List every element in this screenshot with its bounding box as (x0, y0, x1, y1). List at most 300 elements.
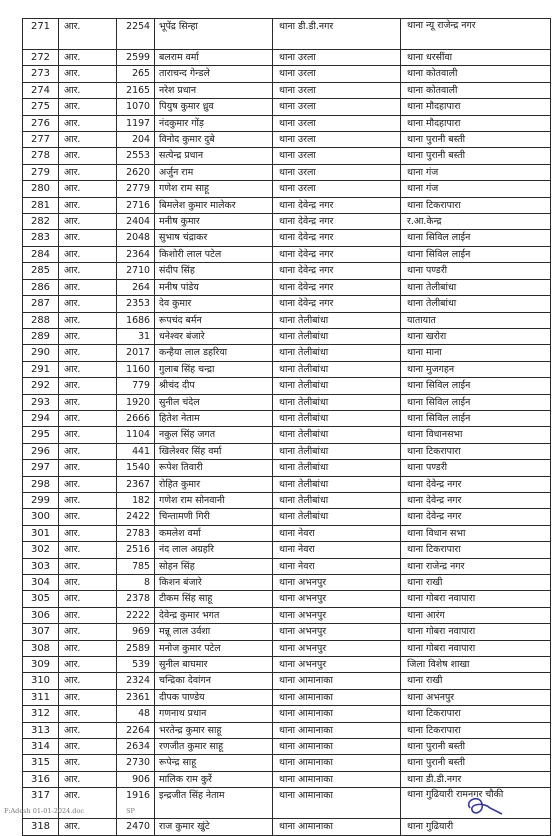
from-station-cell: थाना अभनपुर (273, 657, 401, 673)
signature (450, 790, 510, 820)
serial-number-cell: 287 (23, 296, 59, 312)
serial-number-cell: 310 (23, 673, 59, 689)
number-cell: 2470 (117, 819, 155, 835)
number-cell: 906 (117, 771, 155, 787)
rank-cell: आर. (59, 542, 117, 558)
table-row (23, 607, 551, 623)
name-cell: किशोरी लाल पटेल (155, 246, 273, 262)
name-cell: रूपेन्द्र साहू (155, 755, 273, 771)
rank-cell: आर. (59, 771, 117, 787)
rank-cell: आर. (59, 476, 117, 492)
to-station-cell: थाना पुरानी बस्ती (401, 132, 551, 148)
serial-number-cell: 272 (23, 50, 59, 66)
number-cell: 2048 (117, 230, 155, 246)
name-cell: नंद लाल अग्रहरि (155, 542, 273, 558)
table-row (23, 739, 551, 755)
number-cell: 1916 (117, 788, 155, 819)
to-station-cell: थाना कोतवाली (401, 82, 551, 98)
table-row (23, 640, 551, 656)
rank-cell: आर. (59, 50, 117, 66)
table-row (23, 673, 551, 689)
name-cell: खिलेश्वर सिंह वर्मा (155, 443, 273, 459)
to-station-cell: थाना पुरानी बस्ती (401, 739, 551, 755)
to-station-cell: थाना सिविल लाईन (401, 394, 551, 410)
serial-number-cell: 318 (23, 819, 59, 835)
name-cell: चन्द्रिका देवांगन (155, 673, 273, 689)
serial-number-cell: 313 (23, 722, 59, 738)
serial-number-cell: 278 (23, 148, 59, 164)
to-station-cell: थाना मौदहापारा (401, 99, 551, 115)
from-station-cell: थाना तेलीबांधा (273, 328, 401, 344)
serial-number-cell: 274 (23, 82, 59, 98)
to-station-cell: थाना टिकरापारा (401, 542, 551, 558)
name-cell: टीकम सिंह साहू (155, 591, 273, 607)
name-cell: धनेश्वर बंजारे (155, 328, 273, 344)
name-cell: कन्हैया लाल डहरिया (155, 345, 273, 361)
from-station-cell: थाना आमानाका (273, 722, 401, 738)
rank-cell: आर. (59, 558, 117, 574)
to-station-cell: थाना गंज (401, 181, 551, 197)
table-row (23, 722, 551, 738)
rank-cell: आर. (59, 689, 117, 705)
serial-number-cell: 305 (23, 591, 59, 607)
name-cell: बिमलेश कुमार मालेकर (155, 197, 273, 213)
table-row (23, 214, 551, 230)
to-station-cell: थाना गोबरा नवापारा (401, 624, 551, 640)
number-cell: 2364 (117, 246, 155, 262)
to-station-cell: थाना माना (401, 345, 551, 361)
from-station-cell: थाना उरला (273, 66, 401, 82)
from-station-cell: थाना उरला (273, 82, 401, 98)
table-row (23, 230, 551, 246)
to-station-cell: थाना देवेन्द्र नगर (401, 476, 551, 492)
name-cell: रोहित कुमार (155, 476, 273, 492)
serial-number-cell: 292 (23, 378, 59, 394)
serial-number-cell: 288 (23, 312, 59, 328)
serial-number-cell: 304 (23, 575, 59, 591)
number-cell: 2324 (117, 673, 155, 689)
number-cell: 2779 (117, 181, 155, 197)
to-station-cell: थाना सिविल लाईन (401, 246, 551, 262)
rank-cell: आर. (59, 279, 117, 295)
serial-number-cell: 299 (23, 492, 59, 508)
table-row (23, 115, 551, 131)
table-row (23, 82, 551, 98)
rank-cell: आर. (59, 394, 117, 410)
table-row (23, 410, 551, 426)
number-cell: 2361 (117, 689, 155, 705)
number-cell: 1160 (117, 361, 155, 377)
from-station-cell: थाना आमानाका (273, 819, 401, 835)
to-station-cell: थाना टिकरापारा (401, 706, 551, 722)
table-row (23, 296, 551, 312)
from-station-cell: थाना उरला (273, 50, 401, 66)
rank-cell: आर. (59, 657, 117, 673)
rank-cell: आर. (59, 819, 117, 835)
to-station-cell: थाना पण्डरी (401, 263, 551, 279)
name-cell: रूपेश तिवारी (155, 460, 273, 476)
from-station-cell: थाना तेलीबांधा (273, 345, 401, 361)
number-cell: 969 (117, 624, 155, 640)
rank-cell: आर. (59, 739, 117, 755)
table-row (23, 657, 551, 673)
to-station-cell: थाना कोतवाली (401, 66, 551, 82)
number-cell: 441 (117, 443, 155, 459)
from-station-cell: थाना नेवरा (273, 525, 401, 541)
rank-cell: आर. (59, 66, 117, 82)
table-row (23, 591, 551, 607)
rank-cell: आर. (59, 263, 117, 279)
serial-number-cell: 296 (23, 443, 59, 459)
number-cell: 2017 (117, 345, 155, 361)
table-row (23, 164, 551, 180)
to-station-cell: थाना अभनपुर (401, 689, 551, 705)
number-cell: 2367 (117, 476, 155, 492)
to-station-cell: थाना विधानसभा (401, 427, 551, 443)
from-station-cell: थाना तेलीबांधा (273, 492, 401, 508)
serial-number-cell: 283 (23, 230, 59, 246)
table-row (23, 443, 551, 459)
table-row (23, 624, 551, 640)
rank-cell: आर. (59, 427, 117, 443)
to-station-cell: थाना पुरानी बस्ती (401, 755, 551, 771)
table-row (23, 312, 551, 328)
table-row (23, 460, 551, 476)
serial-number-cell: 307 (23, 624, 59, 640)
number-cell: 48 (117, 706, 155, 722)
table-row (23, 279, 551, 295)
from-station-cell: थाना डी.डी.नगर (273, 19, 401, 50)
rank-cell: आर. (59, 181, 117, 197)
from-station-cell: थाना तेलीबांधा (273, 394, 401, 410)
number-cell: 31 (117, 328, 155, 344)
serial-number-cell: 281 (23, 197, 59, 213)
from-station-cell: थाना उरला (273, 164, 401, 180)
name-cell: सुनील चंदेल (155, 394, 273, 410)
from-station-cell: थाना देवेन्द्र नगर (273, 246, 401, 262)
table-row (23, 575, 551, 591)
from-station-cell: थाना तेलीबांधा (273, 509, 401, 525)
to-station-cell: थाना गोबरा नवापारा (401, 640, 551, 656)
rank-cell: आर. (59, 410, 117, 426)
from-station-cell: थाना अभनपुर (273, 640, 401, 656)
to-station-cell: थाना मुजगहन (401, 361, 551, 377)
rank-cell: आर. (59, 607, 117, 623)
to-station-cell: थाना गंज (401, 164, 551, 180)
from-station-cell: थाना देवेन्द्र नगर (273, 197, 401, 213)
page-footer (4, 807, 175, 815)
to-station-cell: थाना धरसींवा (401, 50, 551, 66)
number-cell: 2730 (117, 755, 155, 771)
table-row (23, 132, 551, 148)
from-station-cell: थाना तेलीबांधा (273, 443, 401, 459)
serial-number-cell: 312 (23, 706, 59, 722)
from-station-cell: थाना अभनपुर (273, 607, 401, 623)
number-cell: 204 (117, 132, 155, 148)
rank-cell: आर. (59, 525, 117, 541)
number-cell: 265 (117, 66, 155, 82)
to-station-cell: थाना विधान सभा (401, 525, 551, 541)
from-station-cell: थाना उरला (273, 181, 401, 197)
rank-cell: आर. (59, 345, 117, 361)
from-station-cell: थाना आमानाका (273, 771, 401, 787)
name-cell: सोहन सिंह (155, 558, 273, 574)
from-station-cell: थाना तेलीबांधा (273, 460, 401, 476)
to-station-cell: थाना राखी (401, 673, 551, 689)
number-cell: 2710 (117, 263, 155, 279)
from-station-cell: थाना देवेन्द्र नगर (273, 214, 401, 230)
serial-number-cell: 316 (23, 771, 59, 787)
from-station-cell: थाना आमानाका (273, 788, 401, 819)
from-station-cell: थाना उरला (273, 115, 401, 131)
number-cell: 2716 (117, 197, 155, 213)
to-station-cell: थाना राखी (401, 575, 551, 591)
serial-number-cell: 293 (23, 394, 59, 410)
number-cell: 8 (117, 575, 155, 591)
number-cell: 779 (117, 378, 155, 394)
table-row (23, 328, 551, 344)
name-cell: श्रीचंद दीप (155, 378, 273, 394)
from-station-cell: थाना उरला (273, 132, 401, 148)
from-station-cell: थाना तेलीबांधा (273, 361, 401, 377)
rank-cell: आर. (59, 164, 117, 180)
rank-cell: आर. (59, 575, 117, 591)
serial-number-cell: 315 (23, 755, 59, 771)
name-cell: नकुल सिंह जगत (155, 427, 273, 443)
from-station-cell: थाना उरला (273, 99, 401, 115)
name-cell: किशन बंजारे (155, 575, 273, 591)
to-station-cell: थाना मौदहापारा (401, 115, 551, 131)
from-station-cell: थाना देवेन्द्र नगर (273, 296, 401, 312)
name-cell: सुनील बाघमार (155, 657, 273, 673)
to-station-cell: थाना तेलीबांधा (401, 296, 551, 312)
rank-cell: आर. (59, 706, 117, 722)
table-row (23, 361, 551, 377)
table-row (23, 771, 551, 787)
from-station-cell: थाना अभनपुर (273, 575, 401, 591)
name-cell: संदीप सिंह (155, 263, 273, 279)
number-cell: 2516 (117, 542, 155, 558)
serial-number-cell: 294 (23, 410, 59, 426)
number-cell: 785 (117, 558, 155, 574)
to-station-cell: थाना टिकरापारा (401, 197, 551, 213)
number-cell: 1104 (117, 427, 155, 443)
name-cell: गणेश राम साहू (155, 181, 273, 197)
rank-cell: आर. (59, 19, 117, 50)
to-station-cell: थाना गुढियारी (401, 819, 551, 835)
table-row (23, 689, 551, 705)
number-cell: 264 (117, 279, 155, 295)
name-cell: मनीष कुमार (155, 214, 273, 230)
name-cell: सत्येन्द्र प्रधान (155, 148, 273, 164)
name-cell: कमलेश वर्मा (155, 525, 273, 541)
rank-cell: आर. (59, 148, 117, 164)
rank-cell: आर. (59, 640, 117, 656)
rank-cell: आर. (59, 673, 117, 689)
name-cell: अर्जुन राम (155, 164, 273, 180)
number-cell: 2620 (117, 164, 155, 180)
serial-number-cell: 290 (23, 345, 59, 361)
number-cell: 2404 (117, 214, 155, 230)
number-cell: 2589 (117, 640, 155, 656)
number-cell: 1540 (117, 460, 155, 476)
rank-cell: आर. (59, 197, 117, 213)
to-station-cell: थाना तेलीबांधा (401, 279, 551, 295)
from-station-cell: थाना तेलीबांधा (273, 410, 401, 426)
from-station-cell: थाना अभनपुर (273, 624, 401, 640)
table-row (23, 246, 551, 262)
number-cell: 2422 (117, 509, 155, 525)
table-row (23, 19, 551, 50)
rank-cell: आर. (59, 230, 117, 246)
from-station-cell: थाना नेवरा (273, 558, 401, 574)
table-row (23, 525, 551, 541)
from-station-cell: थाना आमानाका (273, 706, 401, 722)
name-cell: गुलाब सिंह चन्द्रा (155, 361, 273, 377)
to-station-cell: थाना खरोरा (401, 328, 551, 344)
number-cell: 2553 (117, 148, 155, 164)
rank-cell: आर. (59, 246, 117, 262)
to-station-cell: थाना टिकरापारा (401, 443, 551, 459)
name-cell: देवेन्द्र कुमार भगत (155, 607, 273, 623)
name-cell: चिन्तामणी गिरी (155, 509, 273, 525)
transfer-table-body (23, 19, 551, 836)
name-cell: रूपचंद बर्मन (155, 312, 273, 328)
rank-cell: आर. (59, 312, 117, 328)
to-station-cell: थाना न्यू राजेन्द्र नगर (401, 19, 551, 50)
serial-number-cell: 306 (23, 607, 59, 623)
serial-number-cell: 309 (23, 657, 59, 673)
number-cell: 2264 (117, 722, 155, 738)
table-row (23, 263, 551, 279)
rank-cell: आर. (59, 361, 117, 377)
to-station-cell: थाना देवेन्द्र नगर (401, 492, 551, 508)
number-cell: 2599 (117, 50, 155, 66)
to-station-cell: थाना राजेन्द्र नगर (401, 558, 551, 574)
number-cell: 1070 (117, 99, 155, 115)
from-station-cell: थाना आमानाका (273, 755, 401, 771)
number-cell: 1920 (117, 394, 155, 410)
name-cell: देव कुमार (155, 296, 273, 312)
table-row (23, 476, 551, 492)
number-cell: 2783 (117, 525, 155, 541)
serial-number-cell: 286 (23, 279, 59, 295)
name-cell: भरतेन्द्र कुमार साहू (155, 722, 273, 738)
table-row (23, 394, 551, 410)
rank-cell: आर. (59, 378, 117, 394)
name-cell: ताराचन्द गेन्डले (155, 66, 273, 82)
name-cell: राज कुमार खुंटे (155, 819, 273, 835)
number-cell: 2378 (117, 591, 155, 607)
footer-mark: SP (126, 807, 135, 815)
name-cell: मन्नू लाल उर्वशा (155, 624, 273, 640)
from-station-cell: थाना आमानाका (273, 673, 401, 689)
to-station-cell: थाना टिकरापारा (401, 722, 551, 738)
serial-number-cell: 308 (23, 640, 59, 656)
number-cell: 2634 (117, 739, 155, 755)
from-station-cell: थाना देवेन्द्र नगर (273, 279, 401, 295)
rank-cell: आर. (59, 591, 117, 607)
serial-number-cell: 303 (23, 558, 59, 574)
rank-cell: आर. (59, 115, 117, 131)
name-cell: इन्द्रजीत सिंह नेताम (155, 788, 273, 819)
name-cell: मनीष पांडेय (155, 279, 273, 295)
table-row (23, 378, 551, 394)
number-cell: 2165 (117, 82, 155, 98)
name-cell: हितेश नेताम (155, 410, 273, 426)
table-row (23, 99, 551, 115)
table-row (23, 558, 551, 574)
serial-number-cell: 284 (23, 246, 59, 262)
from-station-cell: थाना तेलीबांधा (273, 476, 401, 492)
footer-file-path: F:Adesh 01-01-2024.doc (4, 807, 85, 815)
name-cell: गणनाथ प्रधान (155, 706, 273, 722)
transfer-list-sheet (22, 18, 550, 836)
serial-number-cell: 276 (23, 115, 59, 131)
rank-cell: आर. (59, 460, 117, 476)
to-station-cell: थाना गुढियारी रामनगर चौकी (401, 788, 551, 819)
to-station-cell: र.आ.केन्द्र (401, 214, 551, 230)
to-station-cell: थाना आरंग (401, 607, 551, 623)
from-station-cell: थाना उरला (273, 148, 401, 164)
rank-cell: आर. (59, 492, 117, 508)
serial-number-cell: 297 (23, 460, 59, 476)
from-station-cell: थाना देवेन्द्र नगर (273, 230, 401, 246)
rank-cell: आर. (59, 328, 117, 344)
table-row (23, 181, 551, 197)
rank-cell: आर. (59, 509, 117, 525)
serial-number-cell: 311 (23, 689, 59, 705)
name-cell: गणेश राम सोनवानी (155, 492, 273, 508)
from-station-cell: थाना तेलीबांधा (273, 378, 401, 394)
serial-number-cell: 301 (23, 525, 59, 541)
name-cell: विनोद कुमार दुबे (155, 132, 273, 148)
number-cell: 539 (117, 657, 155, 673)
serial-number-cell: 298 (23, 476, 59, 492)
table-row (23, 755, 551, 771)
name-cell: नरेश प्रधान (155, 82, 273, 98)
to-station-cell: थाना पण्डरी (401, 460, 551, 476)
name-cell: रणजीत कुमार साहू (155, 739, 273, 755)
rank-cell: आर. (59, 788, 117, 819)
table-row (23, 492, 551, 508)
table-row (23, 345, 551, 361)
serial-number-cell: 277 (23, 132, 59, 148)
serial-number-cell: 273 (23, 66, 59, 82)
to-station-cell: थाना पुरानी बस्ती (401, 148, 551, 164)
number-cell: 1686 (117, 312, 155, 328)
rank-cell: आर. (59, 443, 117, 459)
number-cell: 1197 (117, 115, 155, 131)
table-row (23, 197, 551, 213)
from-station-cell: थाना आमानाका (273, 689, 401, 705)
name-cell: बलराम वर्मा (155, 50, 273, 66)
number-cell: 2222 (117, 607, 155, 623)
to-station-cell: यातायात (401, 312, 551, 328)
to-station-cell: थाना सिविल लाईन (401, 230, 551, 246)
table-row (23, 427, 551, 443)
table-row (23, 706, 551, 722)
rank-cell: आर. (59, 214, 117, 230)
serial-number-cell: 271 (23, 19, 59, 50)
from-station-cell: थाना आमानाका (273, 739, 401, 755)
to-station-cell: थाना सिविल लाईन (401, 378, 551, 394)
rank-cell: आर. (59, 755, 117, 771)
rank-cell: आर. (59, 722, 117, 738)
name-cell: मालिक राम कुर्रे (155, 771, 273, 787)
serial-number-cell: 295 (23, 427, 59, 443)
serial-number-cell: 275 (23, 99, 59, 115)
